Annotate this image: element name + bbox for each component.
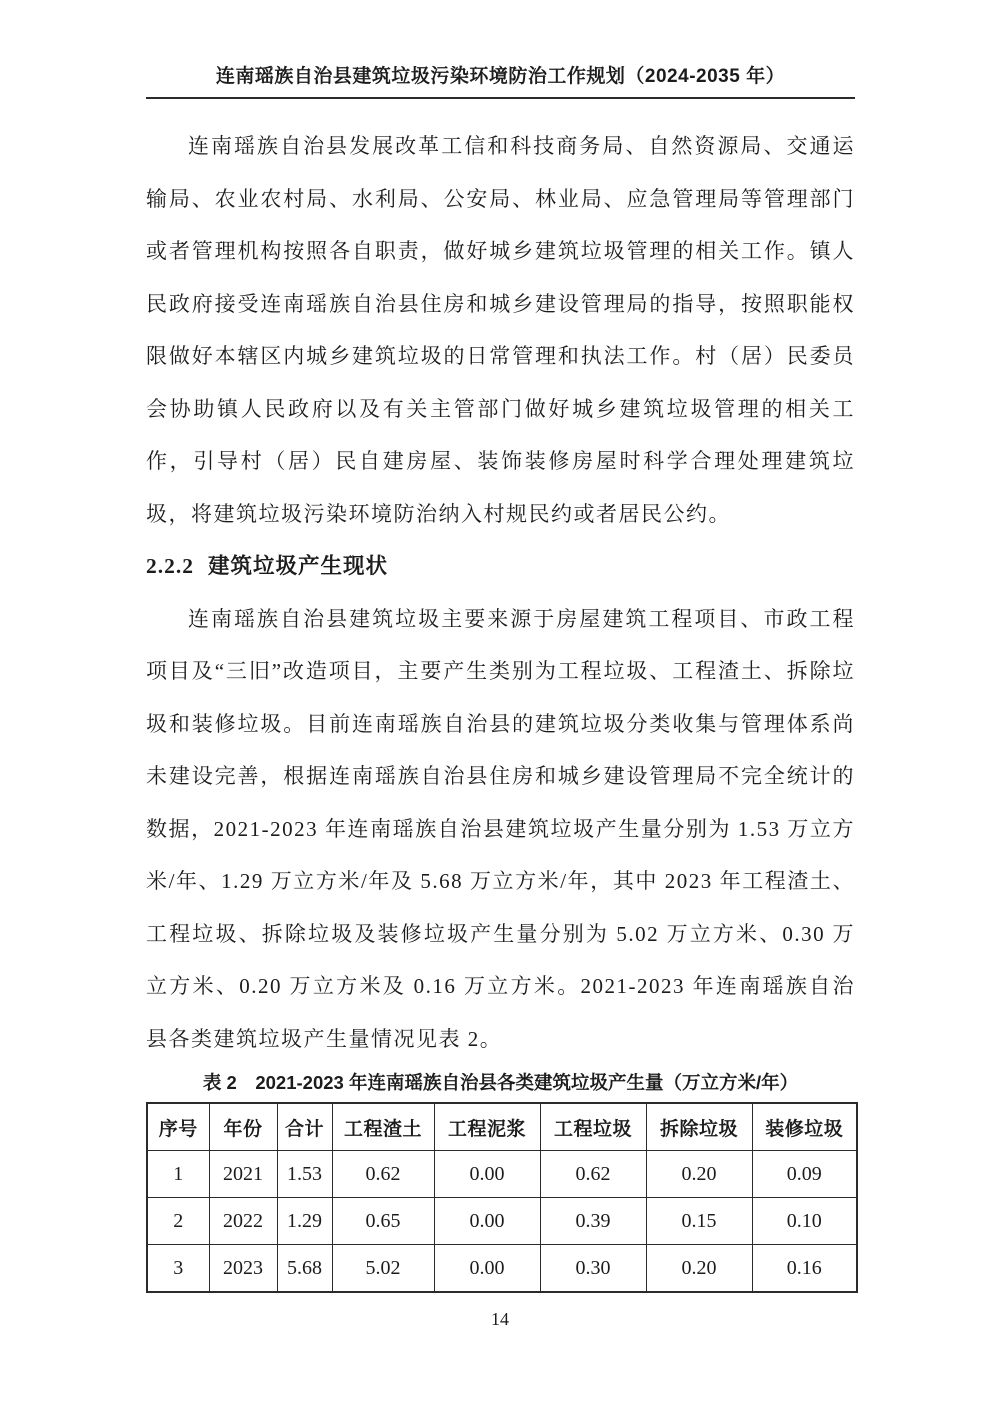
table-cell: 0.30 xyxy=(540,1245,646,1293)
table-cell: 0.65 xyxy=(332,1198,434,1245)
table-cell: 0.15 xyxy=(646,1198,752,1245)
document-body xyxy=(146,120,855,1065)
table-cell: 2022 xyxy=(209,1198,277,1245)
table-cell: 0.62 xyxy=(540,1151,646,1198)
table-cell: 0.20 xyxy=(646,1245,752,1293)
table-cell: 1.29 xyxy=(277,1198,332,1245)
page-header xyxy=(146,64,855,99)
table-cell: 0.00 xyxy=(434,1151,540,1198)
paragraph-waste-status: 连南瑶族自治县建筑垃圾主要来源于房屋建筑工程项目、市政工程项目及“三旧”改造项目，主要产生类别为工程垃圾、工程渣土、拆除垃圾和装修垃圾。目前连南瑶族自治县的建筑垃圾分类收集与管理体系尚未建设完善，根据连南瑶族自治县住房和城乡建设管理局不完全统计的数据，2021-2023 年连南瑶族自治县建筑垃圾产生量分别为 1.53 万立方米/年、1.29 万立方米/年及 5.68 万立方米/年，其中 2023 年工程渣土、工程垃圾、拆除垃圾及装修垃圾产生量分别为 5.02 万立方米、0.30 万立方米、0.20 万立方米及 0.16 万立方米。2021-2023 年连南瑶族自治县各类建筑垃圾产生量情况见表 2。 xyxy=(146,606,855,1051)
table-cell: 2 xyxy=(147,1198,209,1245)
header-divider xyxy=(146,97,855,99)
table-header-cell: 工程渣土 xyxy=(332,1103,434,1151)
section-number: 2.2.2 xyxy=(146,554,194,578)
paragraph-responsibilities: 连南瑶族自治县发展改革工信和科技商务局、自然资源局、交通运输局、农业农村局、水利局、公安局、林业局、应急管理局等管理部门或者管理机构按照各自职责，做好城乡建筑垃圾管理的相关工作。镇人民政府接受连南瑶族自治县住房和城乡建设管理局的指导，按照职能权限做好本辖区内城乡建筑垃圾的日常管理和执法工作。村（居）民委员会协助镇人民政府以及有关主管部门做好城乡建筑垃圾管理的相关工作，引导村（居）民自建房屋、装饰装修房屋时科学合理处理建筑垃圾，将建筑垃圾污染环境防治纳入村规民约或者居民公约。 xyxy=(146,134,855,526)
table-header-cell: 合计 xyxy=(277,1103,332,1151)
table-cell: 1 xyxy=(147,1151,209,1198)
table-cell: 2023 xyxy=(209,1245,277,1293)
table-row xyxy=(147,1151,857,1198)
table-cell: 0.09 xyxy=(752,1151,857,1198)
table-cell: 3 xyxy=(147,1245,209,1293)
table-header-cell: 工程垃圾 xyxy=(540,1103,646,1151)
table-cell: 2021 xyxy=(209,1151,277,1198)
table-header-cell: 拆除垃圾 xyxy=(646,1103,752,1151)
table-row xyxy=(147,1198,857,1245)
table-cell: 1.53 xyxy=(277,1151,332,1198)
document-title: 连南瑶族自治县建筑垃圾污染环境防治工作规划（2024-2035 年） xyxy=(215,66,786,87)
table-cell: 0.00 xyxy=(434,1198,540,1245)
table-header-row xyxy=(147,1103,857,1151)
table-cell: 0.16 xyxy=(752,1245,857,1293)
section-title: 建筑垃圾产生现状 xyxy=(208,554,389,578)
table-cell: 5.02 xyxy=(332,1245,434,1293)
waste-production-table xyxy=(146,1102,858,1293)
table-cell: 0.62 xyxy=(332,1151,434,1198)
table-cell: 0.20 xyxy=(646,1151,752,1198)
table-row xyxy=(147,1245,857,1293)
table-header-cell: 年份 xyxy=(209,1103,277,1151)
table-header-cell: 序号 xyxy=(147,1103,209,1151)
table-header-cell: 装修垃圾 xyxy=(752,1103,857,1151)
table-caption: 表 2 2021-2023 年连南瑶族自治县各类建筑垃圾产生量（万立方米/年） xyxy=(202,1072,799,1093)
table-cell: 0.00 xyxy=(434,1245,540,1293)
table-cell: 5.68 xyxy=(277,1245,332,1293)
table-cell: 0.10 xyxy=(752,1198,857,1245)
table-cell: 0.39 xyxy=(540,1198,646,1245)
table-header-cell: 工程泥浆 xyxy=(434,1103,540,1151)
page-number: 14 xyxy=(491,1309,509,1329)
section-heading xyxy=(146,540,855,593)
